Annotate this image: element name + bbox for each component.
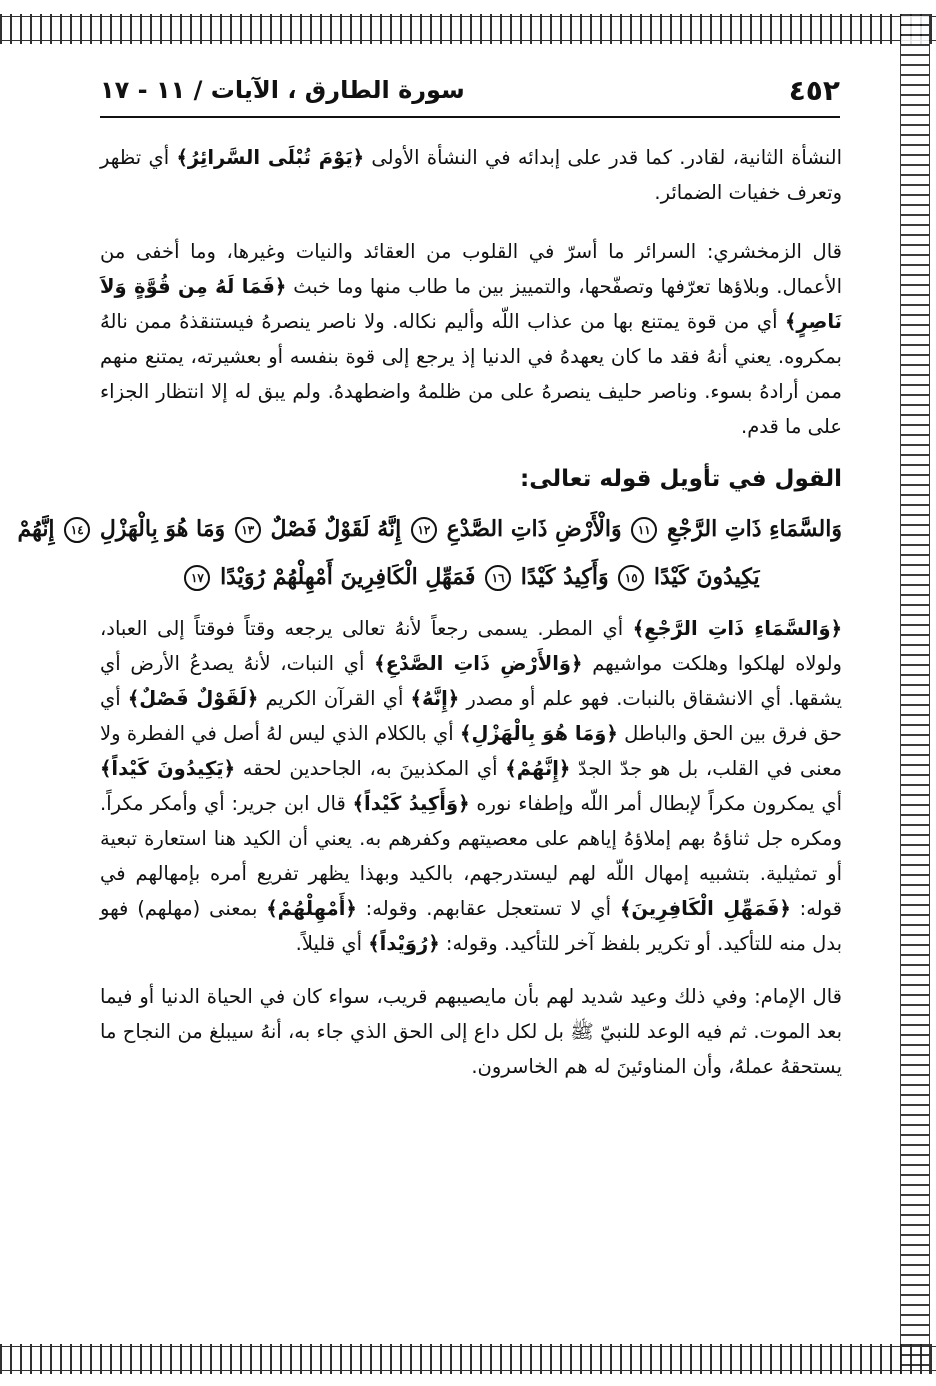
text-segment: قال ابن جرير: أي وأمكر مكراً. ومكره جل ثناؤهُ بهم إملاؤهُ إياهم على معصيتهم وكفرهم به. يعني أن الكيد هنا استعارة تبعية أو تمثيلية. بتشبيه إمهال اللّه لهم ليستدرجهم، بالكيد وبهذا يظهر تفريع أمره بإمهالهم في قوله: — [100, 792, 842, 920]
text-segment: النشأة الثانية، لقادر. كما قدر على إبدائه في النشأة الأولى — [371, 146, 842, 169]
ayah-number-marker: ١٤ — [64, 517, 90, 543]
decorative-border-bottom — [0, 1344, 936, 1374]
quran-quote: ﴿إِنَّهُ﴾ — [410, 687, 460, 710]
paragraph-3 — [100, 611, 842, 961]
section-heading: القول في تأويل قوله تعالى: — [520, 466, 842, 492]
decorative-border-right — [900, 14, 930, 1374]
quran-quote: ﴿لَقَوْلٌ فَصْلٌ﴾ — [127, 687, 259, 710]
decorative-border-top — [0, 14, 936, 44]
quran-verses — [17, 505, 842, 601]
paragraph-1 — [100, 140, 842, 210]
text-segment: أي بالكلام الذي ليس لهُ أصل في الفطرة ولا معنى في القلب، بل هو جدّ الجدّ — [100, 722, 843, 780]
page-body — [17, 140, 843, 1108]
text-segment: بمعنى (مهلهم) فهو بدل منه للتأكيد. أو تكرير بلفظ آخر للتأكيد. وقوله: — [100, 897, 842, 955]
verse-line — [17, 505, 842, 553]
text-segment: أي من قوة يمتنع بها من عذاب اللّه وأليم نكاله. ولا ناصر ينصرهُ فيستنقذهُ ممن نالهُ بمكروه. يعني أنهُ فقد ما كان يعهدهُ في الدنيا إذ يرجع إلى قوة بنفسه أو بعشيرته، يمتنع منهم ممن أرادهُ بسوء. وناصر حليف ينصرهُ على من ظلمهُ واضطهدهُ. ولم يبق له إلا انتظار الجزاء على ما قدم. — [100, 310, 842, 438]
paragraph-2 — [100, 234, 842, 444]
quran-quote: ﴿يَكِيدُونَ كَيْداً﴾ — [100, 757, 236, 780]
paragraph-4 — [100, 979, 842, 1084]
quran-quote: ﴿رُوَيْداً﴾ — [368, 932, 440, 955]
verse-text: يَكِيدُونَ كَيْدًا — [653, 564, 760, 590]
quran-quote: ﴿فَمَهِّلِ الْكَافِرِينَ﴾ — [619, 897, 791, 920]
quran-quote: ﴿وَأَكِيدُ كَيْداً﴾ — [352, 792, 470, 815]
ayah-number-marker: ١١ — [631, 517, 657, 543]
verse-line — [100, 553, 842, 601]
quran-quote: ﴿أَمْهِلْهُمْ﴾ — [266, 897, 357, 920]
text-segment: أي حق فرق بين الحق والباطل — [100, 687, 843, 745]
verse-text: إِنَّهُمْ — [17, 516, 55, 542]
text-segment: أي لا تستعجل عقابهم. وقوله: — [365, 897, 612, 920]
quran-quote: ﴿يَوْمَ تُبْلَى السَّرائِرُ﴾ — [176, 146, 365, 169]
text-segment: أي القرآن الكريم — [265, 687, 404, 710]
text-segment: قال الإمام: وفي ذلك وعيد شديد لهم بأن مايصيبهم قريب، سواء كان في الحياة الدنيا أو فيما بعد الموت. ثم فيه الوعد للنبيّ ﷺ بل لكل داع إلى الحق الذي جاء به، أنهُ سيبلغ من النجاح ما يستحقهُ عملهُ، وأن المناوئينَ له هم الخاسرون. — [100, 985, 842, 1078]
ayah-number-marker: ١٢ — [411, 517, 437, 543]
text-segment: قال الزمخشري: السرائر ما أسرّ في القلوب من العقائد والنيات وغيرها، وما أخفى من الأعمال. وبلاؤها تعرّفها وتصفّحها، والتمييز بين ما طاب منها وما خبث — [100, 240, 843, 298]
verse-text: وَمَا هُوَ بِالْهَزْلِ — [99, 516, 226, 542]
text-segment: أي تظهر وتعرف خفيات الضمائر. — [100, 146, 842, 204]
verse-text: إِنَّهُ لَقَوْلٌ فَصْلٌ — [270, 516, 402, 542]
ayah-number-marker: ١٦ — [485, 565, 511, 591]
quran-quote: ﴿وَالأَرْضِ ذَاتِ الصَّدْعِ﴾ — [374, 652, 583, 675]
text-segment: أي النبات، لأنهُ يصدعُ الأرض أي يشقها. أي الانشقاق بالنبات. فهو علم أو مصدر — [100, 652, 842, 710]
ayah-number-marker: ١٧ — [184, 565, 210, 591]
quran-quote: ﴿وَمَا هُوَ بِالْهَزْلِ﴾ — [460, 722, 618, 745]
page-number: ٤٥٢ — [788, 74, 840, 107]
text-segment: أي المطر. يسمى رجعاً لأنهُ تعالى يرجعه وقتاً فوقتاً إلى العباد، ولولاه لهلكوا وهلكت مواشيهم — [100, 617, 842, 675]
verse-text: وَأَكِيدُ كَيْدًا — [520, 564, 609, 590]
verse-text: وَالْأَرْضِ ذَاتِ الصَّدْعِ — [446, 516, 622, 542]
ayah-number-marker: ١٥ — [618, 565, 644, 591]
verse-text: وَالسَّمَاءِ ذَاتِ الرَّجْعِ — [666, 516, 842, 542]
page-header — [100, 72, 840, 118]
running-title: سورة الطارق ، الآيات / ١١ - ١٧ — [100, 76, 465, 104]
text-segment: أي يمكرون مكراً لإبطال أمر اللّه وإطفاء نوره — [476, 792, 843, 815]
text-segment: أي قليلاً. — [295, 932, 363, 955]
quran-quote: ﴿وَالسَّمَاءِ ذَاتِ الرَّجْعِ﴾ — [632, 617, 842, 640]
quran-quote: ﴿إِنَّهُمْ﴾ — [505, 757, 571, 780]
verse-text: فَمَهِّلِ الْكَافِرِينَ أَمْهِلْهُمْ رُوَيْدًا — [220, 564, 476, 590]
quran-quote: ﴿فَمَا لَهُ مِن قُوَّةٍ وَلاَ نَاصِرٍ﴾ — [100, 275, 842, 333]
text-segment: أي المكذبينَ به، الجاحدين لحقه — [242, 757, 498, 780]
ayah-number-marker: ١٣ — [235, 517, 261, 543]
